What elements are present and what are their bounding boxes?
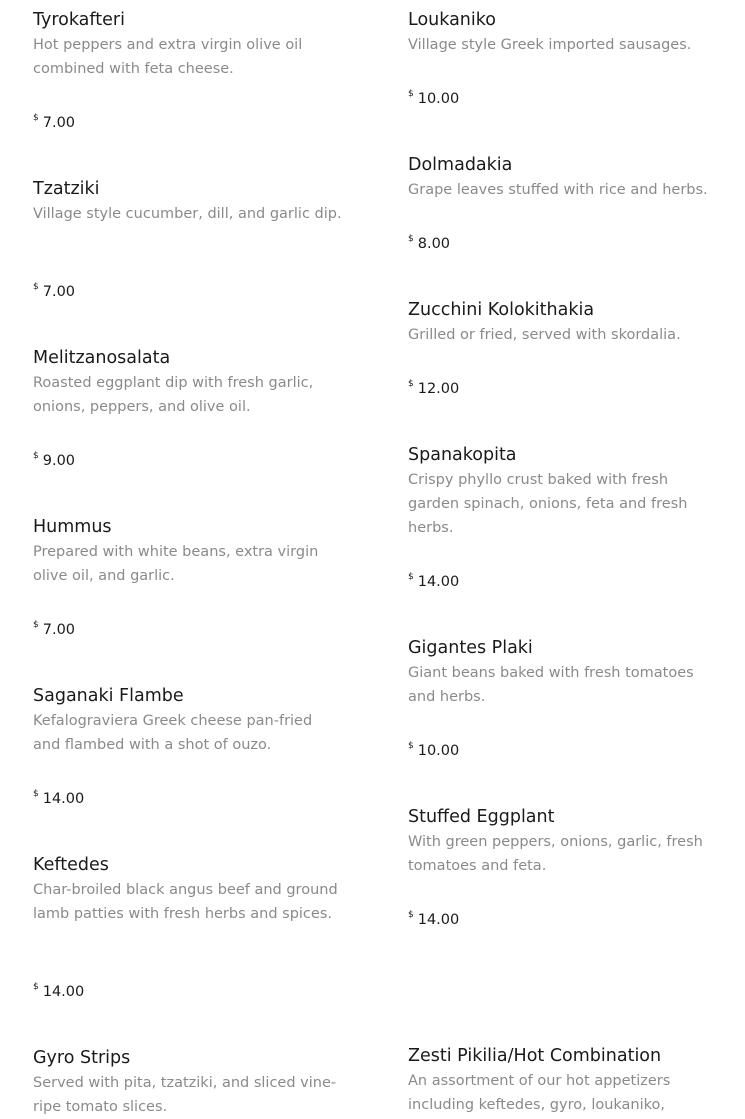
- item-price: [33, 789, 84, 807]
- currency-symbol: $: [33, 982, 39, 992]
- item-name: Tyrokafteri: [33, 10, 125, 30]
- price-value: 14.00: [417, 574, 460, 590]
- item-price: [33, 982, 84, 1000]
- currency-symbol: $: [408, 910, 414, 920]
- item-name: Zucchini Kolokithakia: [408, 300, 595, 320]
- item-name: Melitzanosalata: [33, 348, 171, 368]
- currency-symbol: $: [33, 789, 39, 799]
- price-value: 7.00: [42, 622, 76, 638]
- item-price: [33, 282, 75, 300]
- item-description: Kefalograviera Greek cheese pan-fried and flambed with a shot of ouzo.: [33, 713, 313, 753]
- item-description: Served with pita, tzatziki, and sliced vine-ripe tomato slices.: [33, 1075, 337, 1115]
- item-name: Hummus: [33, 517, 112, 537]
- item-name: Gigantes Plaki: [408, 638, 533, 658]
- currency-symbol: $: [408, 379, 414, 389]
- item-name: Stuffed Eggplant: [408, 807, 555, 827]
- item-description: Grape leaves stuffed with rice and herbs.: [408, 182, 708, 198]
- menu-item: [33, 345, 343, 469]
- menu-item: [408, 635, 718, 759]
- item-name: Dolmadakia: [408, 155, 513, 175]
- price-value: 8.00: [417, 236, 451, 252]
- menu-item: [408, 7, 718, 107]
- price-value: 9.00: [42, 453, 76, 469]
- item-name: Tzatziki: [33, 179, 100, 199]
- currency-symbol: $: [33, 282, 39, 292]
- item-name: Saganaki Flambe: [33, 686, 184, 706]
- item-description: An assortment of our hot appetizers including keftedes, gyro, loukaniko,: [408, 1073, 671, 1113]
- menu-item: [408, 1043, 718, 1117]
- item-description: Char-broiled black angus beef and ground lamb patties with fresh herbs and spices.: [33, 882, 338, 922]
- price-value: 10.00: [417, 91, 460, 107]
- price-value: 7.00: [42, 115, 76, 131]
- menu-item: [33, 176, 343, 300]
- menu-item: [33, 852, 343, 1000]
- menu-item: [33, 1045, 343, 1119]
- item-name: Spanakopita: [408, 445, 517, 465]
- menu-item: [408, 804, 718, 928]
- price-value: 14.00: [42, 984, 85, 1000]
- price-value: 14.00: [42, 791, 85, 807]
- price-value: 10.00: [417, 743, 460, 759]
- currency-symbol: $: [33, 620, 39, 630]
- menu-item: [33, 683, 343, 807]
- menu-item: [408, 442, 718, 590]
- currency-symbol: $: [408, 572, 414, 582]
- item-price: [33, 620, 75, 638]
- item-description: Prepared with white beans, extra virgin olive oil, and garlic.: [33, 544, 319, 584]
- item-name: Zesti Pikilia/Hot Combination: [408, 1046, 662, 1066]
- item-price: [408, 910, 459, 928]
- price-value: 7.00: [42, 284, 76, 300]
- item-description: With green peppers, onions, garlic, fresh tomatoes and feta.: [408, 834, 703, 874]
- item-price: [33, 113, 75, 131]
- item-description: Crispy phyllo crust baked with fresh garden spinach, onions, feta and fresh herbs.: [408, 472, 688, 536]
- currency-symbol: $: [408, 741, 414, 751]
- item-name: Loukaniko: [408, 10, 496, 30]
- item-price: [408, 741, 459, 759]
- item-description: Roasted eggplant dip with fresh garlic, onions, peppers, and olive oil.: [33, 375, 314, 415]
- menu-item: [33, 514, 343, 638]
- currency-symbol: $: [408, 89, 414, 99]
- price-value: 12.00: [417, 381, 460, 397]
- price-value: 14.00: [417, 912, 460, 928]
- item-name: Gyro Strips: [33, 1048, 131, 1068]
- item-price: [408, 379, 459, 397]
- item-description: Village style Greek imported sausages.: [408, 37, 692, 53]
- menu-item: [33, 7, 343, 131]
- item-price: [408, 89, 459, 107]
- item-price: [408, 234, 450, 252]
- currency-symbol: $: [33, 113, 39, 123]
- menu-item: [408, 152, 718, 252]
- item-price: [408, 572, 459, 590]
- item-description: Giant beans baked with fresh tomatoes and herbs.: [408, 665, 694, 705]
- item-name: Keftedes: [33, 855, 109, 875]
- item-description: Hot peppers and extra virgin olive oil combined with feta cheese.: [33, 37, 303, 77]
- menu-item: [408, 297, 718, 397]
- currency-symbol: $: [33, 451, 39, 461]
- item-description: Village style cucumber, dill, and garlic dip.: [33, 206, 342, 222]
- item-price: [33, 451, 75, 469]
- currency-symbol: $: [408, 234, 414, 244]
- item-description: Grilled or fried, served with skordalia.: [408, 327, 681, 343]
